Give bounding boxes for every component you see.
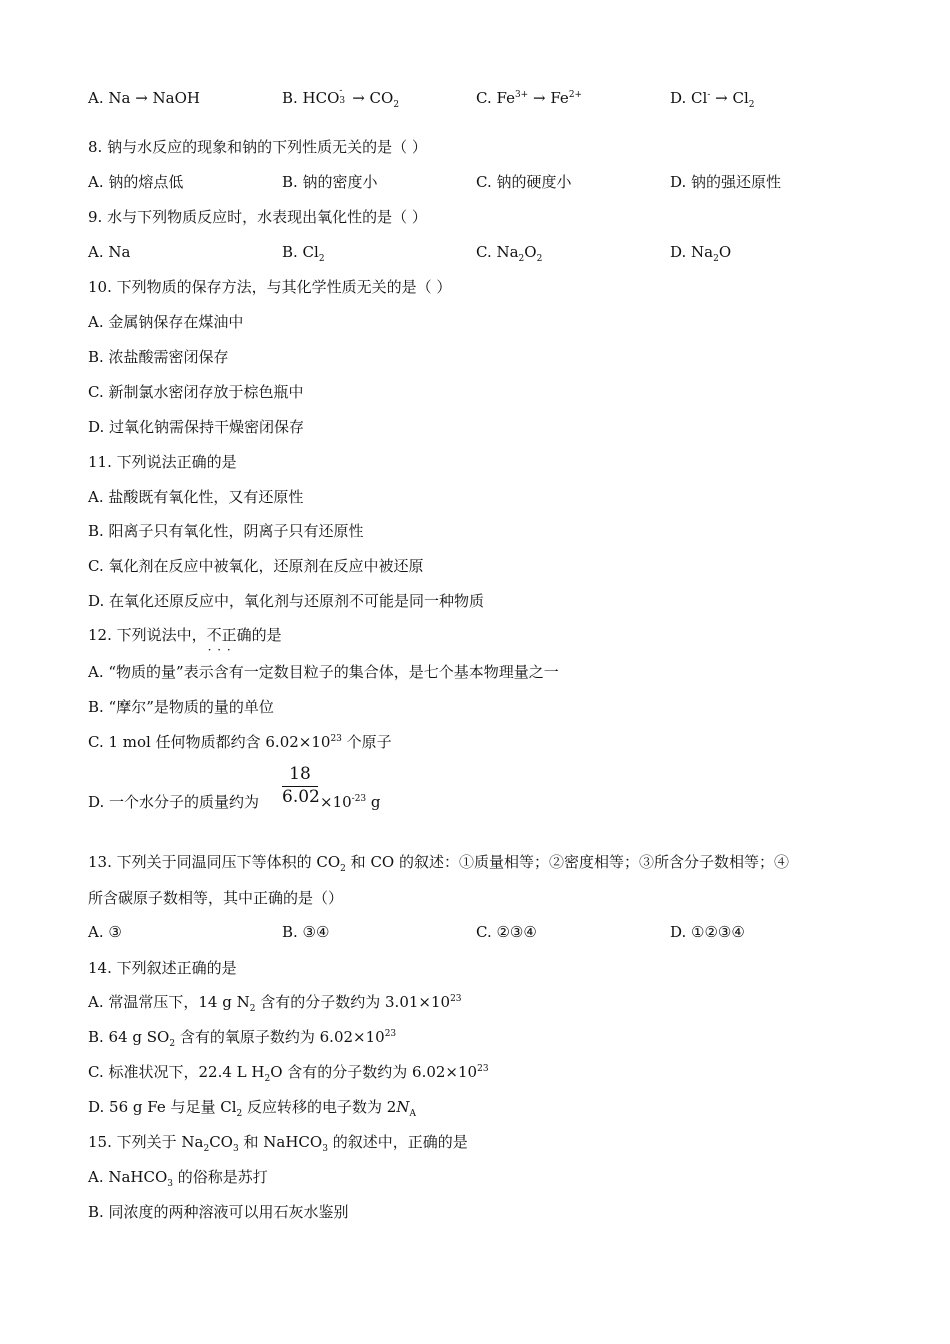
q14-option-c: C. 标准状况下，22.4 L $H_2O$ 含有的分子数约为 $6.02\times 10^{23}$: [88, 1063, 489, 1084]
q9-option-c: C. $Na_2O_2$: [476, 243, 543, 264]
q10-option-b: B. 浓盐酸需密闭保存: [88, 348, 229, 366]
q7-option-b: B. HCO - 3 → $CO_2$: [282, 86, 400, 110]
q12-option-a: A. “物质的量”表示含有一定数目粒子的集合体，是七个基本物理量之一: [88, 663, 559, 681]
q7-option-c: C. $Fe^{3+} \to Fe^{2+}$: [476, 89, 583, 107]
q12-option-d-suffix: $\times 10^{-23}$ g: [320, 793, 381, 811]
q12-option-b: B. “摩尔”是物质的量的单位: [88, 698, 274, 716]
q13-option-a: A. ③: [88, 923, 122, 941]
q14-option-b: B. 64 g $SO_2$ 含有的氧原子数约为 $6.02\times 10^{23}$: [88, 1028, 397, 1049]
q11-option-a: A. 盐酸既有氧化性，又有还原性: [88, 488, 304, 506]
q7-option-a: A. Na → NaOH: [88, 89, 200, 107]
q11-option-b: B. 阳离子只有氧化性，阴离子只有还原性: [88, 522, 364, 540]
q13-option-d: D. ①②③④: [670, 923, 745, 941]
q10-option-d: D. 过氧化钠需保持干燥密闭保存: [88, 418, 305, 436]
q12-option-d: D. 一个水分子的质量约为: [88, 793, 260, 811]
q7-option-d: D. $Cl^- \to Cl_2$: [670, 89, 755, 110]
q8-option-a: A. 钠的熔点低: [88, 173, 184, 191]
q15-stem: 15. 下列关于 $Na_2CO_3$ 和 NaHCO$_3$ 的叙述中，正确的是: [88, 1133, 468, 1154]
q9-option-d: D. $Na_2O$: [670, 243, 732, 264]
q15-option-a: A. NaHCO$_3$ 的俗称是苏打: [88, 1168, 268, 1189]
q14-option-a: A. 常温常压下，14 g $N_2$ 含有的分子数约为 $3.01\times 10^{23}$: [88, 993, 462, 1014]
q8-option-c: C. 钠的硬度小: [476, 173, 572, 191]
fraction: [282, 764, 318, 809]
q12-option-c: C. 1 mol 任何物质都约含 $6.02\times 10^{23}$ 个原子: [88, 733, 392, 751]
q10-option-a: A. 金属钠保存在煤油中: [88, 313, 244, 331]
q8-option-d: D. 钠的强还原性: [670, 173, 782, 191]
q9-option-b: B. $Cl_2$: [282, 243, 325, 264]
q8-option-b: B. 钠的密度小: [282, 173, 378, 191]
q10-option-c: C. 新制氯水密闭存放于棕色瓶中: [88, 383, 304, 401]
q11-stem: 11. 下列说法正确的是: [88, 453, 237, 471]
q13-option-c: C. ②③④: [476, 923, 537, 941]
q14-option-d: D. 56 g Fe 与足量 $Cl_2$ 反应转移的电子数为 $2N_A$: [88, 1098, 416, 1119]
q13-stem-line1: 13. 下列关于同温同压下等体积的 $CO_2$ 和 CO 的叙述：①质量相等；②密度相等；③所含分子数相等；④: [88, 853, 789, 874]
q9-option-a: A. Na: [88, 243, 131, 261]
fraction-numerator: 18: [282, 764, 318, 787]
q9-stem: 9. 水与下列物质反应时，水表现出氧化性的是（ ）: [88, 208, 427, 226]
q12-stem: 12. 下列说法中，不正确 · · ·的是: [88, 625, 282, 645]
q8-stem: 8. 钠与水反应的现象和钠的下列性质无关的是（ ）: [88, 138, 427, 156]
q13-stem-line2: 所含碳原子数相等，其中正确的是（）: [88, 889, 344, 907]
q13-option-b: B. ③④: [282, 923, 330, 941]
q11-option-d: D. 在氧化还原反应中，氧化剂与还原剂不可能是同一种物质: [88, 592, 485, 610]
fraction-denominator: 6.02: [282, 787, 320, 807]
q15-option-b: B. 同浓度的两种溶液可以用石灰水鉴别: [88, 1203, 349, 1221]
q10-stem: 10. 下列物质的保存方法，与其化学性质无关的是（ ）: [88, 278, 452, 296]
q14-stem: 14. 下列叙述正确的是: [88, 959, 237, 977]
emphasis-dots: 不正确 · · ·: [207, 626, 252, 644]
q11-option-c: C. 氧化剂在反应中被氧化，还原剂在反应中被还原: [88, 557, 424, 575]
